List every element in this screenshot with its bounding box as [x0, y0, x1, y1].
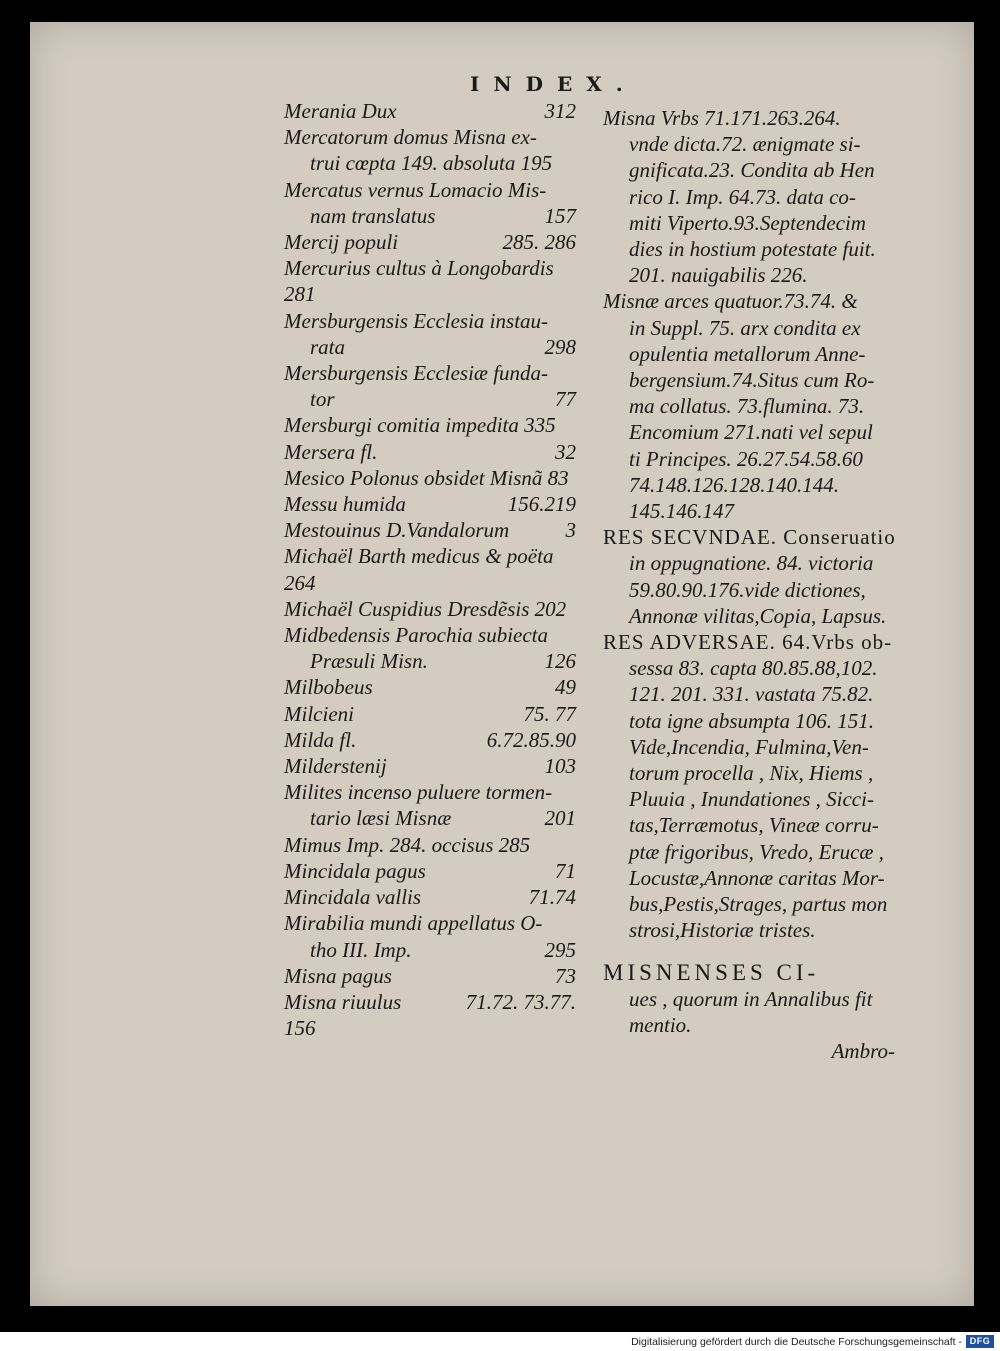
entry-page-number: 298 — [544, 334, 576, 359]
index-column-right — [603, 105, 903, 1064]
index-entry — [603, 524, 903, 629]
entry-page-number: 71 — [555, 858, 576, 883]
entry-page-number: 75. 77 — [523, 701, 576, 726]
entry-text: 201. nauigabilis 226. — [629, 263, 808, 288]
entry-text: ti Principes. 26.27.54.58.60 — [629, 446, 863, 471]
spacer — [603, 944, 903, 960]
footer-credit: Digitalisierung gefördert durch die Deutsche Forschungsgemeinschaft - — [631, 1336, 962, 1348]
entry-line — [603, 524, 903, 550]
entry-line — [603, 681, 903, 707]
entry-line — [284, 1015, 576, 1041]
entry-text: Misna Vrbs 71.171.263.264. — [603, 106, 841, 130]
entry-text: Mirabilia mundi appellatus O- — [284, 911, 543, 936]
entry-line — [284, 937, 576, 963]
entry-line — [603, 262, 903, 288]
entry-line — [603, 550, 903, 576]
entry-page-number: 156.219 — [507, 492, 576, 517]
entry-page-number: 71.74 — [528, 885, 576, 910]
index-entry — [284, 124, 576, 176]
entry-line — [603, 210, 903, 236]
right-entries — [603, 105, 903, 944]
entry-line — [284, 517, 576, 543]
index-entry — [284, 832, 576, 858]
entry-text: Misna pagus — [284, 963, 392, 988]
entry-line — [284, 177, 576, 203]
entry-line — [284, 674, 576, 700]
entry-line — [284, 360, 576, 386]
entry-line — [603, 891, 903, 917]
misnenses-line-2: ues , quorum in Annalibus fit — [629, 986, 873, 1011]
entry-line — [284, 334, 576, 360]
entry-text: tota igne absumpta 106. 151. — [629, 708, 874, 733]
entry-text: Milcieni — [284, 701, 354, 726]
entry-text: Pluuia , Inundationes , Sicci- — [629, 787, 874, 812]
entry-line — [284, 622, 576, 648]
index-entry — [284, 858, 576, 884]
entry-text: RES SECVNDAE. Conseruatio — [603, 525, 896, 550]
entry-line — [603, 786, 903, 812]
entry-line — [284, 753, 576, 779]
entry-page-number: 77 — [555, 387, 576, 412]
entry-line — [603, 577, 903, 603]
entry-line — [603, 288, 903, 314]
entry-page-number: 3 — [565, 518, 576, 543]
entry-text: dies in hostium potestate fuit. — [629, 237, 876, 262]
entry-text: in oppugnatione. 84. victoria — [629, 551, 874, 576]
index-entry — [284, 360, 576, 412]
index-entry — [603, 288, 903, 524]
entry-line — [284, 386, 576, 412]
entry-text: Mercatorum domus Misna ex- — [284, 125, 537, 150]
entry-page-number: 312 — [544, 99, 576, 123]
entry-line — [284, 727, 576, 753]
entry-text: Mercatus vernus Lomacio Mis- — [284, 177, 547, 202]
entry-line — [603, 708, 903, 734]
entry-line — [603, 865, 903, 891]
entry-text: Locustæ,Annonæ caritas Mor- — [629, 865, 885, 890]
entry-text: Messu humida — [284, 492, 406, 517]
index-entry — [284, 439, 576, 465]
index-entry — [284, 517, 576, 543]
entry-text: Encomium 271.nati vel sepul — [629, 420, 873, 445]
entry-line — [603, 315, 903, 341]
entry-page-number: 103 — [544, 754, 576, 779]
entry-line — [284, 543, 576, 569]
entry-line — [284, 255, 576, 281]
entry-text: ma collatus. 73.flumina. 73. — [629, 394, 865, 419]
entry-text: opulentia metallorum Anne- — [629, 341, 866, 366]
entry-page-number: 49 — [555, 675, 576, 700]
entry-line — [284, 910, 576, 936]
entry-text: tho III. Imp. — [310, 937, 412, 962]
entry-line — [284, 281, 576, 307]
page-heading: INDEX. — [470, 72, 637, 96]
entry-text: 59.80.90.176.vide dictiones, — [629, 577, 866, 602]
entry-text: miti Viperto.93.Septendecim — [629, 210, 866, 235]
entry-line — [603, 419, 903, 445]
entry-line — [603, 157, 903, 183]
entry-line — [603, 603, 903, 629]
index-entry — [603, 105, 903, 288]
entry-text: Milda fl. — [284, 727, 357, 752]
index-entry — [284, 727, 576, 753]
entry-line — [603, 131, 903, 157]
entry-line — [284, 229, 576, 255]
entry-text: Mincidala vallis — [284, 885, 422, 910]
entry-text: Mersera fl. — [284, 439, 378, 464]
entry-text: ptæ frigoribus, Vredo, Erucæ , — [629, 839, 884, 864]
index-entry — [284, 412, 576, 438]
entry-text: Mincidala pagus — [284, 858, 426, 883]
entry-line — [284, 648, 576, 674]
entry-text: Midbedensis Parochia subiecta — [284, 623, 549, 648]
index-entry — [284, 779, 576, 831]
entry-page-number: 157 — [544, 203, 576, 228]
entry-text: Mercij populi — [284, 230, 399, 255]
entry-text: Mesico Polonus obsidet Misnã 83 — [284, 465, 569, 490]
entry-text: bergensium.74.Situs cum Ro- — [629, 368, 875, 393]
entry-line — [603, 236, 903, 262]
digitization-footer — [0, 1332, 1000, 1351]
entry-text: strosi,Historiæ tristes. — [629, 918, 816, 943]
entry-text: Mersburgensis Ecclesiæ funda- — [284, 361, 549, 386]
entry-page-number: 71.72. 73.77. — [465, 989, 576, 1014]
entry-line — [603, 367, 903, 393]
entry-line — [284, 884, 576, 910]
entry-text: vnde dicta.72. ænigmate si- — [629, 132, 861, 157]
entry-line — [603, 812, 903, 838]
entry-line — [603, 105, 903, 131]
entry-line — [284, 701, 576, 727]
index-entry — [284, 674, 576, 700]
entry-text: Mimus Imp. 284. occisus 285 — [284, 832, 531, 857]
dfg-logo: DFG — [966, 1335, 994, 1348]
entry-text: Mersburgi comitia impedita 335 — [284, 413, 556, 438]
entry-text: 281 — [284, 282, 316, 307]
index-entry — [284, 596, 576, 622]
entry-line — [284, 439, 576, 465]
entry-line — [603, 446, 903, 472]
entry-page-number: 285. 286 — [502, 230, 576, 255]
index-entry — [284, 255, 576, 307]
index-entry — [284, 177, 576, 229]
entry-line — [284, 98, 576, 124]
entry-text: Michaël Cuspidius Dresdẽsis 202 — [284, 596, 567, 621]
entry-line — [284, 963, 576, 989]
index-entry — [284, 989, 576, 1041]
index-entry — [603, 629, 903, 943]
misnenses-heading: MISNENSES CI- — [603, 959, 820, 985]
entry-text: 145.146.147 — [629, 499, 734, 524]
entry-line — [284, 465, 576, 491]
entry-line — [603, 734, 903, 760]
entry-text: trui cœpta 149. absoluta 195 — [310, 151, 553, 176]
entry-page-number: 32 — [555, 439, 576, 464]
entry-line — [284, 858, 576, 884]
entry-text: nam translatus — [310, 203, 436, 228]
entry-page-number: 6.72.85.90 — [486, 727, 576, 752]
entry-line — [603, 472, 903, 498]
entry-text: Annonæ vilitas,Copia, Lapsus. — [629, 603, 887, 628]
entry-line — [603, 498, 903, 524]
index-entry — [284, 701, 576, 727]
index-column-left — [284, 98, 576, 1041]
entry-line — [603, 184, 903, 210]
entry-text: in Suppl. 75. arx condita ex — [629, 315, 861, 340]
entry-line — [284, 596, 576, 622]
entry-page-number: 126 — [544, 649, 576, 674]
index-entry — [284, 465, 576, 491]
entry-text: 156 — [284, 1016, 316, 1041]
entry-page-number: 73 — [555, 963, 576, 988]
entry-line — [284, 989, 576, 1015]
entry-text: Misnæ arces quatuor.73.74. & — [603, 289, 858, 314]
entry-line — [284, 491, 576, 517]
entry-page-number: 201 — [544, 806, 576, 831]
entry-line — [284, 779, 576, 805]
entry-text: Michaël Barth medicus & poëta — [284, 544, 554, 569]
index-entry — [284, 910, 576, 962]
entry-text: Vide,Incendia, Fulmina,Ven- — [629, 734, 869, 759]
entry-line — [603, 655, 903, 681]
entry-text: Misna riuulus — [284, 989, 402, 1014]
index-entry — [284, 884, 576, 910]
entry-text: 264 — [284, 570, 316, 595]
entry-line — [284, 832, 576, 858]
entry-line — [284, 570, 576, 596]
entry-text: rata — [310, 334, 346, 359]
entry-text: Mersburgensis Ecclesia instau- — [284, 308, 549, 333]
entry-line — [603, 629, 903, 655]
index-entry — [284, 308, 576, 360]
entry-text: 74.148.126.128.140.144. — [629, 472, 839, 497]
index-entry — [284, 753, 576, 779]
catchword: Ambro- — [831, 1039, 895, 1064]
entry-text: 121. 201. 331. vastata 75.82. — [629, 682, 874, 707]
entry-line — [603, 839, 903, 865]
index-entry — [284, 622, 576, 674]
entry-line — [284, 124, 576, 150]
index-entry — [284, 229, 576, 255]
entry-line — [284, 203, 576, 229]
entry-text: tas,Terræmotus, Vineæ corru- — [629, 813, 879, 838]
entry-line — [603, 341, 903, 367]
entry-text: rico I. Imp. 64.73. data co- — [629, 184, 856, 209]
entry-line — [284, 805, 576, 831]
index-entry — [284, 98, 576, 124]
entry-text: Milderstenij — [284, 754, 387, 779]
entry-text: Milbobeus — [284, 675, 373, 700]
entry-text: tario læsi Misnæ — [310, 806, 452, 831]
entry-text: Mestouinus D.Vandalorum — [284, 518, 510, 543]
entry-text: bus,Pestis,Strages, partus mon — [629, 892, 888, 917]
entry-page-number: 295 — [544, 937, 576, 962]
entry-line — [603, 917, 903, 943]
entry-text: Mercurius cultus à Longobardis — [284, 256, 554, 281]
entry-text: torum procella , Nix, Hiems , — [629, 761, 874, 786]
index-entry — [284, 543, 576, 595]
entry-text: Præsuli Misn. — [310, 649, 428, 674]
index-entry — [284, 963, 576, 989]
entry-text: tor — [310, 387, 335, 412]
index-entry — [284, 491, 576, 517]
entry-line — [284, 308, 576, 334]
entry-text: gnificata.23. Condita ab Hen — [629, 158, 875, 183]
entry-line — [284, 412, 576, 438]
entry-line — [603, 393, 903, 419]
entry-text: RES ADVERSAE. 64.Vrbs ob- — [603, 630, 893, 655]
entry-text: sessa 83. capta 80.85.88,102. — [629, 656, 878, 681]
entry-text: Milites incenso puluere tormen- — [284, 780, 553, 805]
entry-line — [603, 760, 903, 786]
entry-line — [284, 150, 576, 176]
misnenses-line-3: mentio. — [629, 1012, 692, 1037]
entry-text: Merania Dux — [284, 99, 397, 123]
